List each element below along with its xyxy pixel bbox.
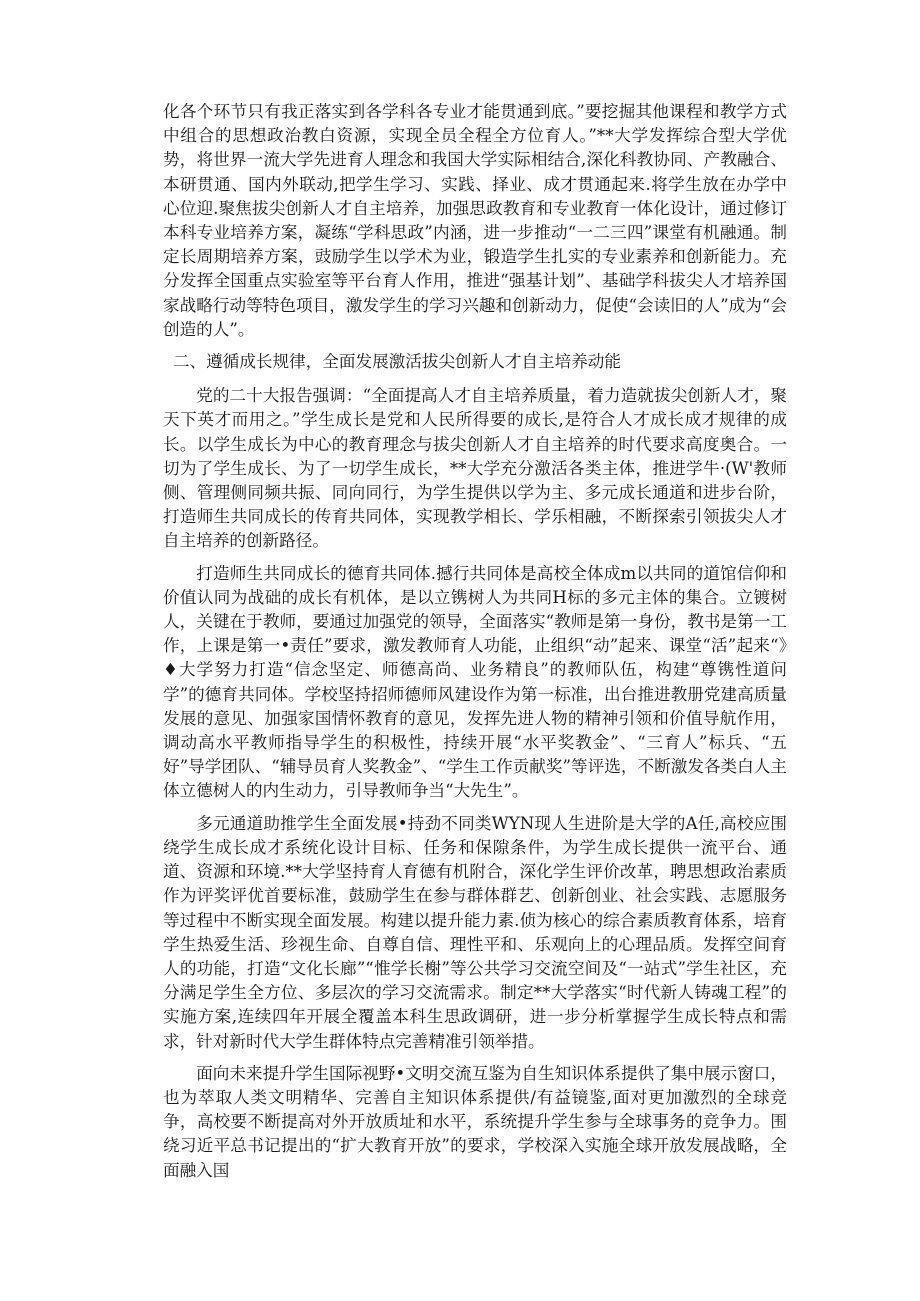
document-body (163, 100, 787, 1191)
paragraph-continuation: 化各个环节只有我正落实到各学科各专业才能贯通到底。”要挖掘其他课程和教学方式中组合的思想政治教白资源，实现全员全程全方位育人。”**大学发挥综合型大学优势，将世界一流大学先进育人理念和我国大学实际相结合,深化科教协同、产教融合、本研贯通、国内外联动,把学生学习、实践、择业、成才贯通起来.将学生放在办学中心位迎.聚焦拔尖创新人才自主培养，加强思政教育和专业教育一体化设计，通过修订本科专业培养方案，凝练“学科思政”内涵，进一步推动“一二三四”课堂有机融通。制定长周期培养方案，豉励学生以学术为业，锻造学生扎实的专业素养和创新能力。充分发挥全国重点实验室等平台育人作用，推进“强基计划”、基础学科拔尖人才培养国家战略行动等特色项目，激发学生的学习兴趣和创新动力，促使“会读旧的人”成为“会创造的人”。 (163, 102, 787, 339)
paragraph-international-vision: 面向未来提升学生国际视野•文明交流互鉴为自生知识体系提供了集中展示窗口，也为萃取人类文明精华、完善自主知识体系提供/有益镜鉴,面对更加激烈的全球竞争，高校要不断提高对外开放质址和水平，系统提升学生参与全球事务的竞争力。围绕习近平总书记提出的“扩大教育开放”的要求，学校深入实施全球开放发展战略，全面融入国 (163, 1063, 787, 1180)
section-heading: 二、遵循成长规律，全面发展激活拔尖创新人才自主培养动能 (172, 352, 621, 372)
paragraph-moral-community: 打造师生共同成长的德育共同体.撼行共同体是高校全体成m以共同的道馆信仰和价值认同为战础的成长有机体，是以立镌树人为共同H标的多元主体的集合。立镀树人，关键在于教师，要通过加强党的领导，全面落实“教师是第一身份，教书是第一工作，上课是第一•责任”要求，激发教师育人功能，止组织“动”起来、课堂“活”起来“》♦大学努力打造“信念坚定、师德高尚、业务精良”的教师队伍，构建“尊镌性道问学”的德育共同体。学校坚持招师德师风建设作为第一标准，出台推进教册党建高质量发展的意见、加强家国情怀教育的意见，发挥先进人物的精神引领和价值导航作用，调动高水平教师指导学生的积极性，持续开展“水平奖教金”、“三育人”标兵、“五好”导学团队、“辅导员育人奖教金”、“学生工作贡献奖”等评选，不断激发各类白人主体立德树人的内生动力，引导教师争当“大先生”。 (163, 563, 787, 801)
paragraph-multi-channel: 多元通道助推学生全面发展•持劲不同类WYN现人生进阶是大学的A任,高校应围绕学生成长成才系统化设计目标、任务和保隙条件，为学生成长提供一流平台、通道、资源和环境.**大学坚持育人育德有机附合，深化学生评价改革，聘思想政治素质作为评奖评优首要标准，鼓励学生在参与群体群艺、创新创业、社会实践、志愿服务等过程中不断实现全面发展。构建以提升能力素.侦为核心的综合素质教育体系，培育学生热爱生活、珍视生命、自尊自信、理性平和、乐观向上的心理品质。发挥空间育人的功能，打造“文化长廊”“惟学长榭”等公共学习交流空间及“一站式”学生社区，充分满足学生全方位、多层次的学习交流需求。制定**大学落实“时代新人铸魂工程”的实施方案,连续四年开展全覆盖本科生思政调研，进一步分析掌握学生成长特点和需求，针对新时代大学生群体特点完善精准引领举措。 (163, 813, 787, 1051)
paragraph-report-quote: 党的二十大报告强调：“全面提高人才自主培养质量，着力造就拔尖创新人才，聚天下英才而用之。”学生成长是党和人民所得要的成长,是符合人才成长成才规律的成长。以学生成长为中心的教育理念与拔尖创新人才自主培养的时代要求高度奥合。一切为了学生成长、为了一切学生成长，**大学充分激活各类主体，推进学牛·(W'教师侧、管理侧同频共振、同向同行，为学生提供以学为主、多元成长通道和进步台阶，打造师生共同成长的传育共同体，实现教学相长、学乐相融，不断探索引领拔尖人才自主培养的创新路径。 (163, 386, 787, 551)
